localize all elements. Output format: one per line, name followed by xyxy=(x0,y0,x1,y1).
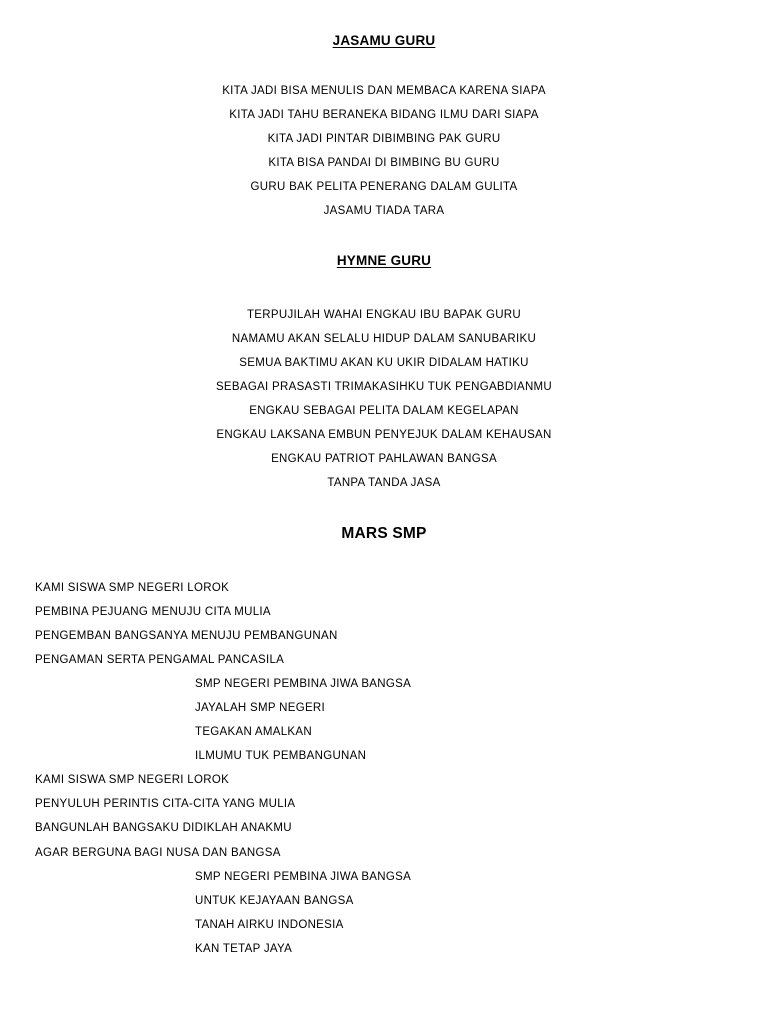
lyric-line: NAMAMU AKAN SELALU HIDUP DALAM SANUBARIKU xyxy=(231,333,537,345)
lyric-line: KITA JADI TAHU BERANEKA BIDANG ILMU DARI SIAPA xyxy=(229,109,539,121)
lyric-line: KITA JADI PINTAR DIBIMBING PAK GURU xyxy=(267,133,501,145)
lyric-line: ENGKAU PATRIOT PAHLAWAN BANGSA xyxy=(271,453,497,465)
lyric-line-indented: UNTUK KEJAYAAN BANGSA xyxy=(195,895,354,907)
lyric-line-indented: JAYALAH SMP NEGERI xyxy=(195,702,326,714)
lyric-line: SEMUA BAKTIMU AKAN KU UKIR DIDALAM HATIKU xyxy=(239,357,529,369)
section-title-jasamu-guru: JASAMU GURU xyxy=(332,33,436,48)
lyric-line: PENGEMBAN BANGSANYA MENUJU PEMBANGUNAN xyxy=(35,630,338,642)
lyric-line: AGAR BERGUNA BAGI NUSA DAN BANGSA xyxy=(35,847,281,859)
section-title-hymne-guru: HYMNE GURU xyxy=(336,253,432,268)
lyric-line-indented: KAN TETAP JAYA xyxy=(195,943,293,955)
lyric-line-indented: TANAH AIRKU INDONESIA xyxy=(195,919,344,931)
lyric-line: ENGKAU LAKSANA EMBUN PENYEJUK DALAM KEHAUSAN xyxy=(216,429,552,441)
lyric-line: PENYULUH PERINTIS CITA-CITA YANG MULIA xyxy=(35,798,296,810)
lyric-line: KAMI SISWA SMP NEGERI LOROK xyxy=(35,774,230,786)
lyric-line: KITA JADI BISA MENULIS DAN MEMBACA KARENA SIAPA xyxy=(222,85,546,97)
lyric-line: TERPUJILAH WAHAI ENGKAU IBU BAPAK GURU xyxy=(246,309,522,321)
lyric-line-indented: ILMUMU TUK PEMBANGUNAN xyxy=(195,750,367,762)
lyric-line-indented: SMP NEGERI PEMBINA JIWA BANGSA xyxy=(195,871,412,883)
lyric-line: PENGAMAN SERTA PENGAMAL PANCASILA xyxy=(35,654,285,666)
lyric-line: BANGUNLAH BANGSAKU DIDIKLAH ANAKMU xyxy=(35,822,292,834)
lyric-line: SEBAGAI PRASASTI TRIMAKASIHKU TUK PENGABDIANMU xyxy=(215,381,553,393)
lyric-line: GURU BAK PELITA PENERANG DALAM GULITA xyxy=(250,181,518,193)
lyric-line-indented: SMP NEGERI PEMBINA JIWA BANGSA xyxy=(195,678,412,690)
lyric-line: TANPA TANDA JASA xyxy=(327,477,441,489)
section-title-mars-smp: MARS SMP xyxy=(341,525,427,542)
lyric-line: ENGKAU SEBAGAI PELITA DALAM KEGELAPAN xyxy=(249,405,519,417)
lyric-line: KITA BISA PANDAI DI BIMBING BU GURU xyxy=(268,157,500,169)
lyric-line: PEMBINA PEJUANG MENUJU CITA MULIA xyxy=(35,606,271,618)
lyric-line-indented: TEGAKAN AMALKAN xyxy=(195,726,312,738)
lyric-line: KAMI SISWA SMP NEGERI LOROK xyxy=(35,582,230,594)
lyric-line: JASAMU TIADA TARA xyxy=(323,205,445,217)
